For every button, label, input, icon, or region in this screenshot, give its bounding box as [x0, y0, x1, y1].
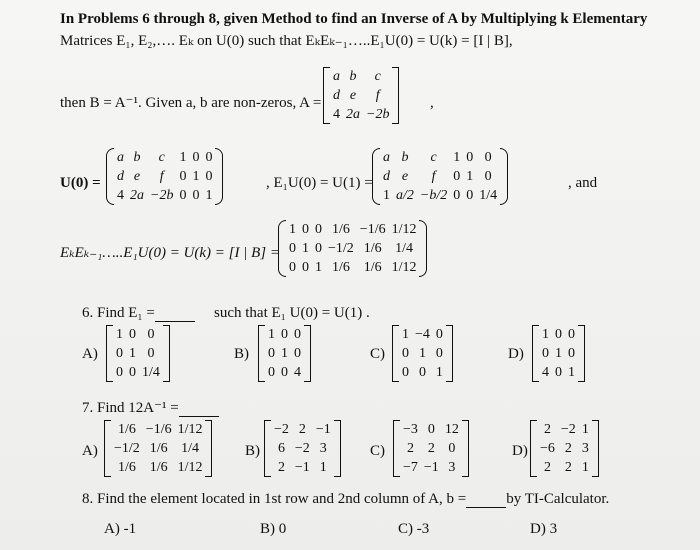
matrix-cell: 0	[542, 346, 549, 361]
matrix-cell: a/2	[396, 188, 414, 203]
q8-stem	[82, 490, 609, 508]
matrix-body	[400, 420, 462, 477]
matrix-cell: 1	[205, 188, 213, 203]
matrix-cell: 0	[129, 365, 136, 380]
matrix-cell: 1/6	[363, 260, 382, 275]
matrix-right-bracket	[462, 420, 469, 477]
q6-stem	[82, 304, 195, 322]
matrix-body	[271, 420, 334, 477]
matrix-cell: −1/2	[328, 241, 354, 256]
matrix-cell: 0	[435, 346, 443, 361]
matrix-body	[265, 325, 304, 382]
matrix-cell: 3	[581, 441, 589, 456]
matrix-cell: 0	[484, 169, 492, 184]
matrix-body	[114, 148, 215, 205]
matrix-left-bracket	[372, 148, 380, 205]
matrix-cell: 1	[453, 150, 461, 165]
matrix-cell: 1	[466, 169, 474, 184]
matrix-cell: f	[431, 169, 436, 184]
q6-option-a-label[interactable]: A)	[82, 346, 98, 362]
matrix-cell: 1/6	[149, 460, 168, 475]
matrix-cell: 1	[568, 365, 575, 380]
q6-option-c-matrix	[392, 325, 453, 382]
matrix-cell: 3	[319, 441, 327, 456]
matrix-cell: 1/6	[149, 441, 168, 456]
q6-option-d-label[interactable]: D)	[508, 346, 524, 362]
matrix-cell: 1	[581, 460, 589, 475]
matrix-cell: 0	[302, 260, 309, 275]
matrix-row	[330, 105, 392, 124]
matrix-row	[399, 344, 446, 363]
matrix-row	[400, 439, 462, 458]
matrix-cell: f	[375, 88, 380, 103]
matrix-cell: d	[333, 88, 340, 103]
q8-stem-text: 8. Find the element located in 1st row and 2nd column of A, b =	[82, 491, 467, 507]
matrix-row	[265, 325, 304, 344]
matrix-row	[286, 239, 419, 258]
matrix-cell: 0	[484, 150, 492, 165]
matrix-cell: −4	[415, 327, 430, 342]
matrix-row	[271, 420, 334, 439]
matrix-cell: 0	[448, 441, 456, 456]
matrix-cell: −2b	[150, 188, 174, 203]
matrix-cell: 1	[435, 365, 443, 380]
matrix-cell: 0	[129, 327, 136, 342]
matrix-cell: 0	[192, 188, 200, 203]
matrix-cell: 1/4	[395, 241, 413, 256]
matrix-cell: 1	[129, 346, 136, 361]
comma: ,	[430, 95, 434, 111]
e1u0-label: , E₁U(0) = U(1) =	[266, 175, 373, 191]
matrix-body	[113, 325, 163, 382]
matrix-cell: 1/4	[479, 188, 498, 203]
matrix-body	[399, 325, 446, 382]
matrix-right-bracket	[304, 325, 311, 382]
matrix-left-bracket	[106, 148, 114, 205]
matrix-cell: −1/2	[114, 441, 140, 456]
matrix-cell: 1	[555, 346, 562, 361]
matrix-cell: 1/6	[363, 241, 382, 256]
q6-blank	[155, 307, 195, 322]
matrix-row	[539, 325, 578, 344]
matrix-cell: 0	[289, 241, 296, 256]
matrix-left-bracket	[106, 325, 113, 382]
matrix-body	[537, 420, 592, 477]
matrix-cell: 1	[542, 327, 549, 342]
matrix-cell: 1/6	[117, 422, 136, 437]
intro-line-3: then B = A⁻¹. Given a, b are non-zeros, A =	[60, 95, 322, 111]
matrix-body	[111, 420, 205, 477]
matrix-cell: 1	[302, 241, 309, 256]
matrix-cell: 12	[444, 422, 459, 437]
matrix-cell: −2b	[366, 107, 390, 122]
q6-stem-end: such that E₁ U(0) = U(1) .	[214, 305, 370, 321]
q7-option-b-matrix	[264, 420, 341, 477]
matrix-cell: 1/12	[177, 422, 203, 437]
matrix-cell: 0	[179, 169, 187, 184]
matrix-row	[114, 148, 215, 167]
matrix-cell: 0	[427, 422, 435, 437]
matrix-cell: 0	[147, 346, 155, 361]
matrix-row	[330, 67, 392, 86]
matrix-right-bracket	[592, 420, 599, 477]
u0-label: U(0) =	[60, 175, 101, 191]
matrix-row	[111, 420, 205, 439]
matrix-cell: 2	[406, 441, 414, 456]
matrix-cell: 4	[542, 365, 549, 380]
matrix-cell: −1/6	[359, 222, 386, 237]
matrix-cell: −1/6	[145, 422, 172, 437]
matrix-cell: e	[401, 169, 409, 184]
matrix-cell: 0	[453, 169, 461, 184]
matrix-row	[271, 458, 334, 477]
matrix-row	[539, 344, 578, 363]
matrix-cell: 3	[448, 460, 456, 475]
matrix-cell: 0	[281, 327, 288, 342]
matrix-cell: −2	[274, 422, 289, 437]
matrix-cell: 0	[281, 365, 288, 380]
matrix-left-bracket	[530, 420, 537, 477]
matrix-row	[265, 363, 304, 382]
matrix-cell: 0	[268, 346, 275, 361]
matrix-cell: 0	[568, 346, 575, 361]
matrix-cell: 0	[315, 222, 322, 237]
matrix-right-bracket	[419, 220, 427, 277]
intro-line-1: In Problems 6 through 8, given Method to find an Inverse of A by Multiplying k Elementary	[60, 11, 648, 27]
q8-stem-end: by TI-Calculator.	[506, 491, 610, 507]
matrix-cell: 0	[302, 222, 309, 237]
matrix-cell: 1	[581, 422, 589, 437]
matrix-cell: 0	[116, 346, 123, 361]
matrix-row	[380, 167, 500, 186]
matrix-cell: 1	[319, 460, 327, 475]
matrix-row	[286, 258, 419, 277]
matrix-cell: 0	[205, 169, 213, 184]
matrix-cell: 0	[294, 327, 301, 342]
matrix-cell: 1	[315, 260, 322, 275]
matrix-cell: 2	[277, 460, 285, 475]
matrix-cell: 1	[116, 327, 123, 342]
matrix-cell: 4	[333, 107, 340, 122]
matrix-row	[114, 186, 215, 205]
q7-option-c-label[interactable]: C)	[370, 443, 385, 459]
matrix-cell: 1	[289, 222, 296, 237]
q6-option-c-label[interactable]: C)	[370, 346, 385, 362]
matrix-row	[539, 363, 578, 382]
matrix-U0	[106, 148, 223, 205]
matrix-row	[271, 439, 334, 458]
q8-option-b[interactable]: B) 0	[260, 521, 287, 537]
matrix-cell: 1/12	[177, 460, 203, 475]
matrix-body	[286, 220, 419, 277]
q6-option-a-matrix	[106, 325, 170, 382]
matrix-cell: 2	[427, 441, 435, 456]
matrix-row	[265, 344, 304, 363]
matrix-body	[380, 148, 500, 205]
matrix-cell: −2	[294, 441, 310, 456]
matrix-cell: 0	[289, 260, 296, 275]
matrix-cell: 1/12	[391, 260, 417, 275]
matrix-cell: a	[383, 150, 390, 165]
q8-option-d[interactable]: D) 3	[530, 521, 558, 537]
matrix-cell: 1	[402, 327, 409, 342]
matrix-right-bracket	[215, 148, 223, 205]
matrix-cell: 0	[435, 327, 443, 342]
q6-option-b-matrix	[258, 325, 311, 382]
matrix-row	[400, 420, 462, 439]
matrix-row	[399, 325, 446, 344]
matrix-row	[380, 148, 500, 167]
uk-label: EₖEₖ₋₁…..E₁U(0) = U(k) = [I | B] =	[60, 245, 280, 261]
matrix-cell: −6	[540, 441, 555, 456]
matrix-left-bracket	[264, 420, 271, 477]
matrix-cell: 0	[192, 150, 200, 165]
q7-option-a-matrix	[104, 420, 212, 477]
matrix-A	[323, 67, 399, 124]
matrix-cell: 0	[555, 365, 562, 380]
matrix-right-bracket	[500, 148, 508, 205]
matrix-cell: 0	[402, 365, 409, 380]
matrix-right-bracket	[205, 420, 212, 477]
matrix-cell: f	[159, 169, 164, 184]
matrix-left-bracket	[392, 325, 399, 382]
matrix-cell: 1/12	[391, 222, 417, 237]
matrix-cell: d	[383, 169, 390, 184]
matrix-cell: 1	[268, 327, 275, 342]
matrix-cell: −2	[560, 422, 576, 437]
q8-option-a[interactable]: A) -1	[104, 521, 137, 537]
matrix-cell: 0	[147, 327, 155, 342]
matrix-cell: 0	[315, 241, 322, 256]
matrix-row	[399, 363, 446, 382]
matrix-cell: 2	[564, 460, 572, 475]
matrix-cell: 0	[418, 365, 426, 380]
matrix-left-bracket	[323, 67, 330, 124]
matrix-cell: b	[349, 69, 357, 84]
matrix-cell: 0	[466, 150, 474, 165]
matrix-cell: 0	[116, 365, 123, 380]
matrix-cell: 1/6	[117, 460, 136, 475]
matrix-row	[111, 439, 205, 458]
matrix-cell: 2	[543, 422, 551, 437]
matrix-cell: 1	[179, 150, 187, 165]
matrix-row	[286, 220, 419, 239]
matrix-cell: 6	[277, 441, 285, 456]
matrix-cell: 1/6	[331, 260, 350, 275]
matrix-cell: 0	[402, 346, 409, 361]
and-text: , and	[568, 175, 598, 191]
matrix-row	[537, 439, 592, 458]
q7-stem-text: 7. Find 12A⁻¹ =	[82, 400, 179, 416]
matrix-cell: 2a	[130, 188, 144, 203]
matrix-cell: c	[430, 150, 437, 165]
q6-option-b-label[interactable]: B)	[234, 346, 249, 362]
matrix-cell: d	[117, 169, 124, 184]
q6-stem-text: 6. Find E₁ =	[82, 305, 155, 321]
matrix-right-bracket	[578, 325, 585, 382]
matrix-cell: 1	[418, 346, 426, 361]
matrix-right-bracket	[163, 325, 170, 382]
q7-option-c-matrix	[393, 420, 469, 477]
matrix-cell: a	[333, 69, 340, 84]
matrix-left-bracket	[258, 325, 265, 382]
matrix-cell: c	[158, 150, 165, 165]
matrix-body	[330, 67, 392, 124]
q7-option-b-label[interactable]: B)	[245, 443, 260, 459]
matrix-left-bracket	[393, 420, 400, 477]
matrix-cell: 1	[281, 346, 288, 361]
matrix-cell: −1	[315, 422, 331, 437]
intro-line-2: Matrices E₁, E₂,…. Eₖ on U(0) such that EₖEₖ₋₁…..E₁U(0) = U(k) = [I | B],	[60, 33, 513, 49]
matrix-left-bracket	[532, 325, 539, 382]
q7-option-d-label[interactable]: D)	[512, 443, 528, 459]
matrix-cell: 4	[117, 188, 124, 203]
q7-option-d-matrix	[530, 420, 599, 477]
matrix-cell: b	[133, 150, 141, 165]
matrix-cell: 1	[383, 188, 390, 203]
matrix-row	[537, 420, 592, 439]
q6-option-d-matrix	[532, 325, 585, 382]
matrix-cell: 1/4	[142, 365, 160, 380]
matrix-cell: e	[349, 88, 357, 103]
matrix-cell: a	[117, 150, 124, 165]
matrix-cell: 2	[564, 441, 572, 456]
matrix-right-bracket	[392, 67, 399, 124]
matrix-cell: 2a	[346, 107, 360, 122]
matrix-cell: 1	[192, 169, 200, 184]
matrix-left-bracket	[104, 420, 111, 477]
matrix-row	[537, 458, 592, 477]
matrix-row	[113, 344, 163, 363]
matrix-cell: −3	[403, 422, 418, 437]
matrix-right-bracket	[446, 325, 453, 382]
q8-option-c[interactable]: C) -3	[398, 521, 430, 537]
matrix-cell: 0	[205, 150, 213, 165]
matrix-cell: 1/4	[181, 441, 199, 456]
matrix-U1	[372, 148, 508, 205]
q7-blank	[179, 402, 219, 417]
matrix-cell: 0	[268, 365, 275, 380]
matrix-cell: 0	[453, 188, 461, 203]
matrix-cell: 0	[179, 188, 187, 203]
matrix-cell: −1	[294, 460, 310, 475]
matrix-cell: −1	[423, 460, 439, 475]
matrix-row	[114, 167, 215, 186]
matrix-cell: −b/2	[419, 188, 448, 203]
matrix-row	[113, 363, 163, 382]
matrix-cell: −7	[403, 460, 418, 475]
matrix-row	[380, 186, 500, 205]
matrix-cell: 1/6	[331, 222, 350, 237]
matrix-cell: 0	[568, 327, 575, 342]
matrix-cell: 4	[294, 365, 301, 380]
matrix-row	[113, 325, 163, 344]
matrix-left-bracket	[278, 220, 286, 277]
matrix-row	[111, 458, 205, 477]
matrix-cell: b	[401, 150, 409, 165]
q7-option-a-label[interactable]: A)	[82, 443, 98, 459]
matrix-row	[330, 86, 392, 105]
q8-blank	[466, 493, 506, 508]
matrix-right-bracket	[334, 420, 341, 477]
matrix-cell: 2	[543, 460, 551, 475]
matrix-cell: 2	[298, 422, 306, 437]
matrix-row	[400, 458, 462, 477]
matrix-Uk	[278, 220, 427, 277]
matrix-cell: c	[374, 69, 381, 84]
matrix-cell: 0	[294, 346, 301, 361]
matrix-cell: 0	[466, 188, 474, 203]
matrix-cell: 0	[555, 327, 562, 342]
matrix-cell: e	[133, 169, 141, 184]
matrix-body	[539, 325, 578, 382]
q7-stem	[82, 399, 219, 417]
